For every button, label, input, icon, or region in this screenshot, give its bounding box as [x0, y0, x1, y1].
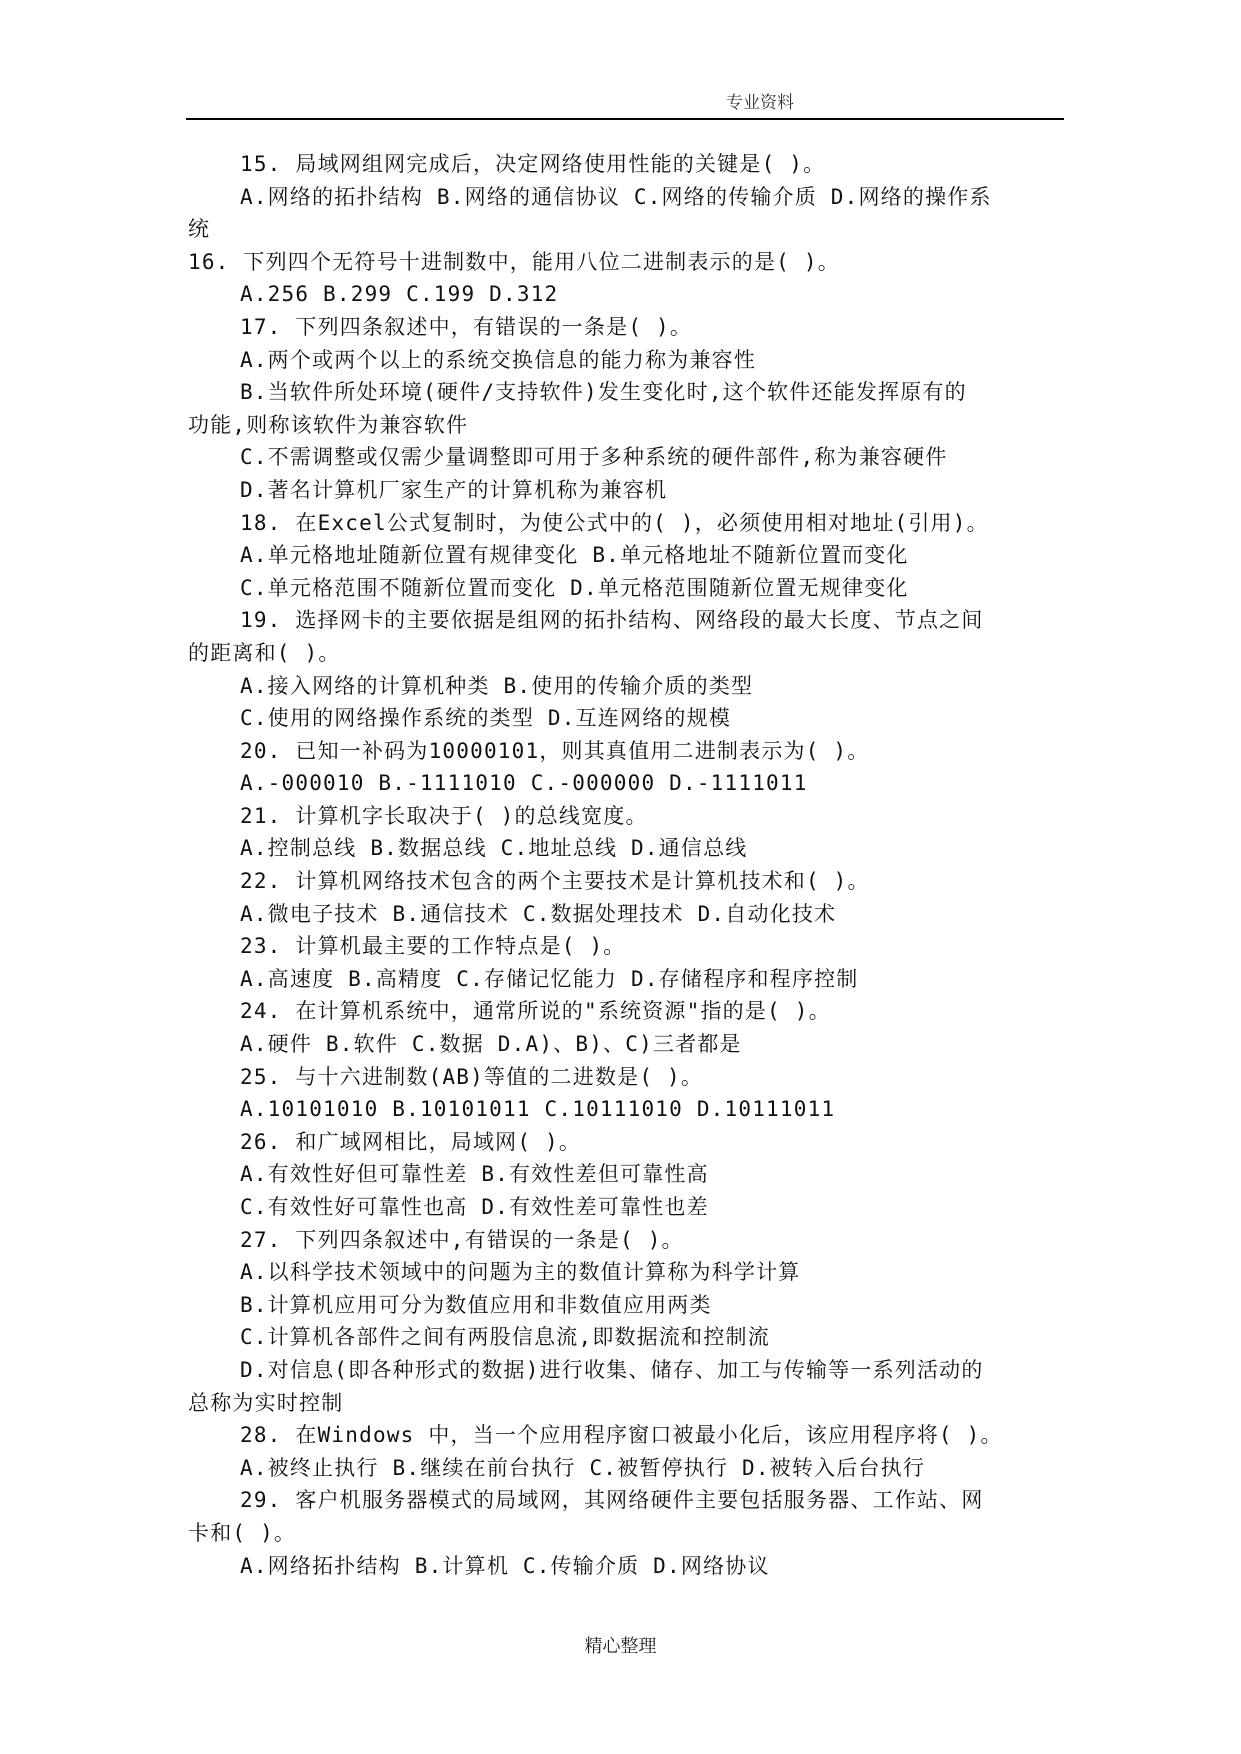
text-line: A.接入网络的计算机种类 B.使用的传输介质的类型: [240, 673, 754, 698]
text-line: C.使用的网络操作系统的类型 D.互连网络的规模: [240, 706, 732, 731]
text-line: 21. 计算机字长取决于( )的总线宽度。: [240, 803, 648, 828]
text-line: 24. 在计算机系统中，通常所说的"系统资源"指的是( )。: [240, 999, 831, 1024]
text-line: A.有效性好但可靠性差 B.有效性差但可靠性高: [240, 1162, 709, 1187]
text-line: 28. 在Windows 中，当一个应用程序窗口被最小化后，该应用程序将( )。: [240, 1423, 1003, 1448]
page-header: [186, 86, 1064, 120]
text-line: 统: [188, 217, 211, 242]
text-line: 15. 局域网组网完成后，决定网络使用性能的关键是( )。: [240, 152, 826, 176]
document-body: [188, 148, 1058, 1582]
text-line: 卡和( )。: [188, 1520, 297, 1545]
text-line: 16. 下列四个无符号十进制数中，能用八位二进制表示的是( )。: [188, 249, 840, 274]
text-line: A.控制总线 B.数据总线 C.地址总线 D.通信总线: [240, 836, 748, 861]
text-line: A.高速度 B.高精度 C.存储记忆能力 D.存储程序和程序控制: [240, 966, 859, 991]
text-line: A.网络拓扑结构 B.计算机 C.传输介质 D.网络协议: [240, 1553, 770, 1578]
text-line: 总称为实时控制: [188, 1390, 344, 1415]
text-line: C.有效性好可靠性也高 D.有效性差可靠性也差: [240, 1195, 709, 1219]
text-line: A.10101010 B.10101011 C.10111010 D.10111011: [240, 1097, 836, 1122]
text-line: 17. 下列四条叙述中，有错误的一条是( )。: [240, 314, 693, 339]
text-line: A.以科学技术领域中的问题为主的数值计算称为科学计算: [240, 1260, 801, 1285]
text-line: A.微电子技术 B.通信技术 C.数据处理技术 D.自动化技术: [240, 901, 837, 926]
text-line: C.计算机各部件之间有两股信息流,即数据流和控制流: [240, 1325, 770, 1350]
text-line: 23. 计算机最主要的工作特点是( )。: [240, 934, 626, 959]
text-line: 功能,则称该软件为兼容软件: [188, 412, 469, 437]
text-line: B.计算机应用可分为数值应用和非数值应用两类: [240, 1292, 712, 1317]
text-line: 26. 和广域网相比，局域网( )。: [240, 1129, 582, 1154]
page-footer: 精心整理: [584, 1636, 657, 1657]
text-line: A.两个或两个以上的系统交换信息的能力称为兼容性: [240, 347, 757, 372]
text-line: D.著名计算机厂家生产的计算机称为兼容机: [240, 477, 668, 502]
text-line: A.网络的拓扑结构 B.网络的通信协议 C.网络的传输介质 D.网络的操作系: [240, 184, 992, 209]
text-line: A.单元格地址随新位置有规律变化 B.单元格地址不随新位置而变化: [240, 543, 909, 568]
text-line: A.被终止执行 B.继续在前台执行 C.被暂停执行 D.被转入后台执行: [240, 1455, 926, 1480]
text-line: B.当软件所处环境(硬件/支持软件)发生变化时,这个软件还能发挥原有的: [240, 380, 967, 405]
text-line: 29. 客户机服务器模式的局域网，其网络硬件主要包括服务器、工作站、网: [240, 1488, 984, 1513]
header-text: 专业资料: [726, 93, 794, 113]
text-line: C.单元格范围不随新位置而变化 D.单元格范围随新位置无规律变化: [240, 575, 909, 600]
text-line: 19. 选择网卡的主要依据是组网的拓扑结构、网络段的最大长度、节点之间: [240, 608, 984, 633]
text-line: D.对信息(即各种形式的数据)进行收集、储存、加工与传输等一系列活动的: [240, 1357, 984, 1382]
text-line: 25. 与十六进制数(AB)等值的二进数是( )。: [240, 1064, 704, 1089]
text-line: 27. 下列四条叙述中,有错误的一条是( )。: [240, 1227, 684, 1252]
text-line: A.256 B.299 C.199 D.312: [240, 282, 559, 307]
text-line: C.不需调整或仅需少量调整即可用于多种系统的硬件部件,称为兼容硬件: [240, 445, 948, 470]
text-line: 22. 计算机网络技术包含的两个主要技术是计算机技术和( )。: [240, 869, 870, 894]
text-line: A.硬件 B.软件 C.数据 D.A)、B)、C)三者都是: [240, 1032, 742, 1057]
text-line: 的距离和( )。: [188, 640, 341, 665]
text-line: 20. 已知一补码为10000101，则其真值用二进制表示为( )。: [240, 738, 870, 763]
text-line: A.-000010 B.-1111010 C.-000000 D.-1111011: [240, 771, 808, 796]
text-line: 18. 在Excel公式复制时，为使公式中的( )，必须使用相对地址(引用)。: [240, 510, 989, 535]
